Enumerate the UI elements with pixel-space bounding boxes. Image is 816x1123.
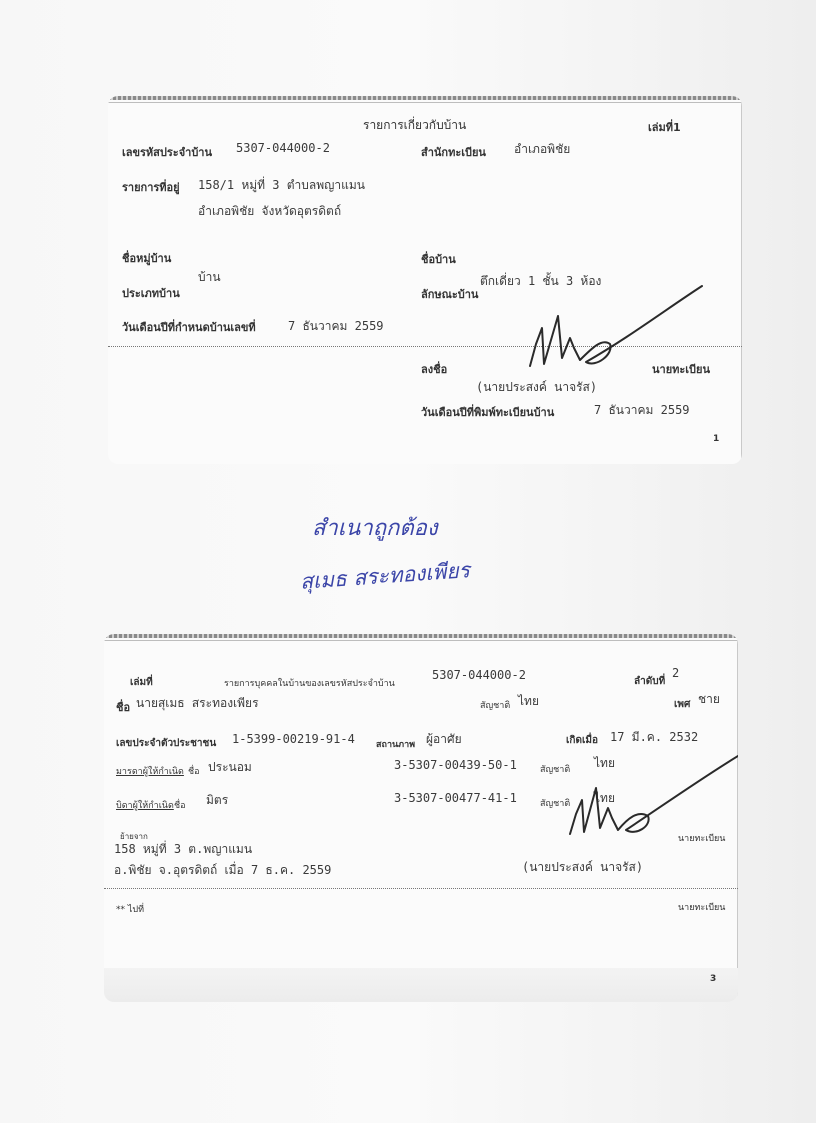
birth-date-value: 17 มี.ค. 2532 (610, 730, 699, 744)
house-character-value: ตึกเดี่ยว 1 ชั้น 3 ห้อง (480, 274, 602, 288)
registrar-label: นายทะเบียน (678, 834, 726, 844)
registrar-signature (518, 278, 708, 370)
name-label: ชื่อ (116, 701, 131, 714)
father-nationality-value: ไทย (594, 791, 615, 805)
address-label: รายการที่อยู่ (122, 181, 180, 194)
house-type-value: บ้าน (198, 270, 221, 284)
card-top-border (108, 96, 742, 100)
registrar-signature (562, 742, 738, 838)
card-right-border (741, 96, 742, 464)
office-value: อำเภอพิชัย (514, 142, 571, 156)
father-label: บิดาผู้ให้กำเนิด (116, 801, 174, 811)
sex-label: เพศ (674, 699, 691, 710)
house-details-card (108, 96, 742, 464)
house-id-value: 5307-044000-2 (432, 668, 526, 682)
print-date-value: 7 ธันวาคม 2559 (594, 403, 690, 417)
moved-from-line-2: อ.พิชัย จ.อุตรดิตถ์ เมื่อ 7 ธ.ค. 2559 (114, 863, 332, 877)
address-line-1: 158/1 หมู่ที่ 3 ตำบลพญาแมน (198, 178, 365, 192)
mother-label: มารดาผู้ให้กำเนิด (116, 767, 184, 777)
father-name-label: ชื่อ (174, 801, 186, 811)
print-date-label: วันเดือนปีที่พิมพ์ทะเบียนบ้าน (421, 406, 555, 419)
birth-date-label: เกิดเมื่อ (566, 735, 598, 746)
volume-label: เล่มที่ (130, 677, 153, 688)
address-line-2: อำเภอพิชัย จังหวัดอุตรดิตถ์ (198, 204, 342, 218)
house-id-value: 5307-044000-2 (236, 141, 330, 155)
registrar-label: นายทะเบียน (652, 363, 711, 376)
certified-copy-note: สำเนาถูกต้อง (312, 516, 438, 541)
card-top-border (104, 634, 738, 638)
mother-nationality-value: ไทย (594, 756, 615, 770)
volume-label: เล่มที่1 (648, 121, 681, 134)
house-character-label: ลักษณะบ้าน (421, 288, 479, 301)
page-number: 3 (710, 974, 717, 984)
page-number: 1 (713, 434, 720, 444)
mother-id-value: 3-5307-00439-50-1 (394, 758, 517, 772)
father-nationality-label: สัญชาติ (540, 799, 571, 809)
nationality-value: ไทย (518, 694, 539, 708)
card-title: รายการบุคคลในบ้านของเลขรหัสประจำบ้าน (224, 679, 395, 689)
mother-name-label: ชื่อ (188, 767, 200, 777)
mother-name-value: ประนอม (208, 760, 252, 774)
house-name-label: ชื่อบ้าน (421, 253, 456, 266)
moved-from-line-1: 158 หมู่ที่ 3 ต.พญาแมน (114, 842, 253, 856)
status-value: ผู้อาศัย (426, 732, 462, 746)
registrar-name: (นายประสงค์ นาจรัส) (522, 860, 644, 874)
card-title: รายการเกี่ยวกับบ้าน (363, 118, 467, 132)
registrar-name: (นายประสงค์ นาจรัส) (476, 380, 598, 394)
house-id-label: เลขรหัสประจำบ้าน (122, 146, 212, 159)
house-type-label: ประเภทบ้าน (122, 287, 180, 300)
office-label: สำนักทะเบียน (421, 146, 486, 159)
sequence-label: ลำดับที่ (634, 676, 666, 687)
citizen-id-value: 1-5399-00219-91-4 (232, 732, 355, 746)
nationality-label: สัญชาติ (480, 701, 511, 711)
citizen-id-label: เลขประจำตัวประชาชน (116, 738, 217, 749)
handwritten-name: สุเมธ สระทองเพียร (299, 558, 471, 594)
card-top-rule (108, 102, 742, 103)
moved-from-label: ย้ายจาก (120, 832, 148, 841)
sequence-value: 2 (672, 666, 680, 680)
date-assigned-label: วันเดือนปีที่กำหนดบ้านเลขที่ (122, 321, 256, 334)
sex-value: ชาย (698, 692, 720, 706)
father-id-value: 3-5307-00477-41-1 (394, 791, 517, 805)
separator-line (104, 888, 738, 889)
moved-to-label: ** ไปที่ (116, 905, 145, 915)
village-label: ชื่อหมู่บ้าน (122, 252, 172, 265)
name-value: นายสุเมธ สระทองเพียร (136, 696, 259, 710)
date-assigned-value: 7 ธันวาคม 2559 (288, 319, 384, 333)
father-name-value: มิตร (206, 793, 229, 807)
card-top-rule (104, 640, 738, 641)
person-details-card (104, 634, 738, 1002)
status-label: สถานภาพ (376, 740, 416, 750)
mother-nationality-label: สัญชาติ (540, 765, 571, 775)
registrar-label-bottom: นายทะเบียน (678, 903, 726, 913)
card-footer-shade (104, 968, 738, 1002)
sign-label: ลงชื่อ (421, 363, 448, 376)
